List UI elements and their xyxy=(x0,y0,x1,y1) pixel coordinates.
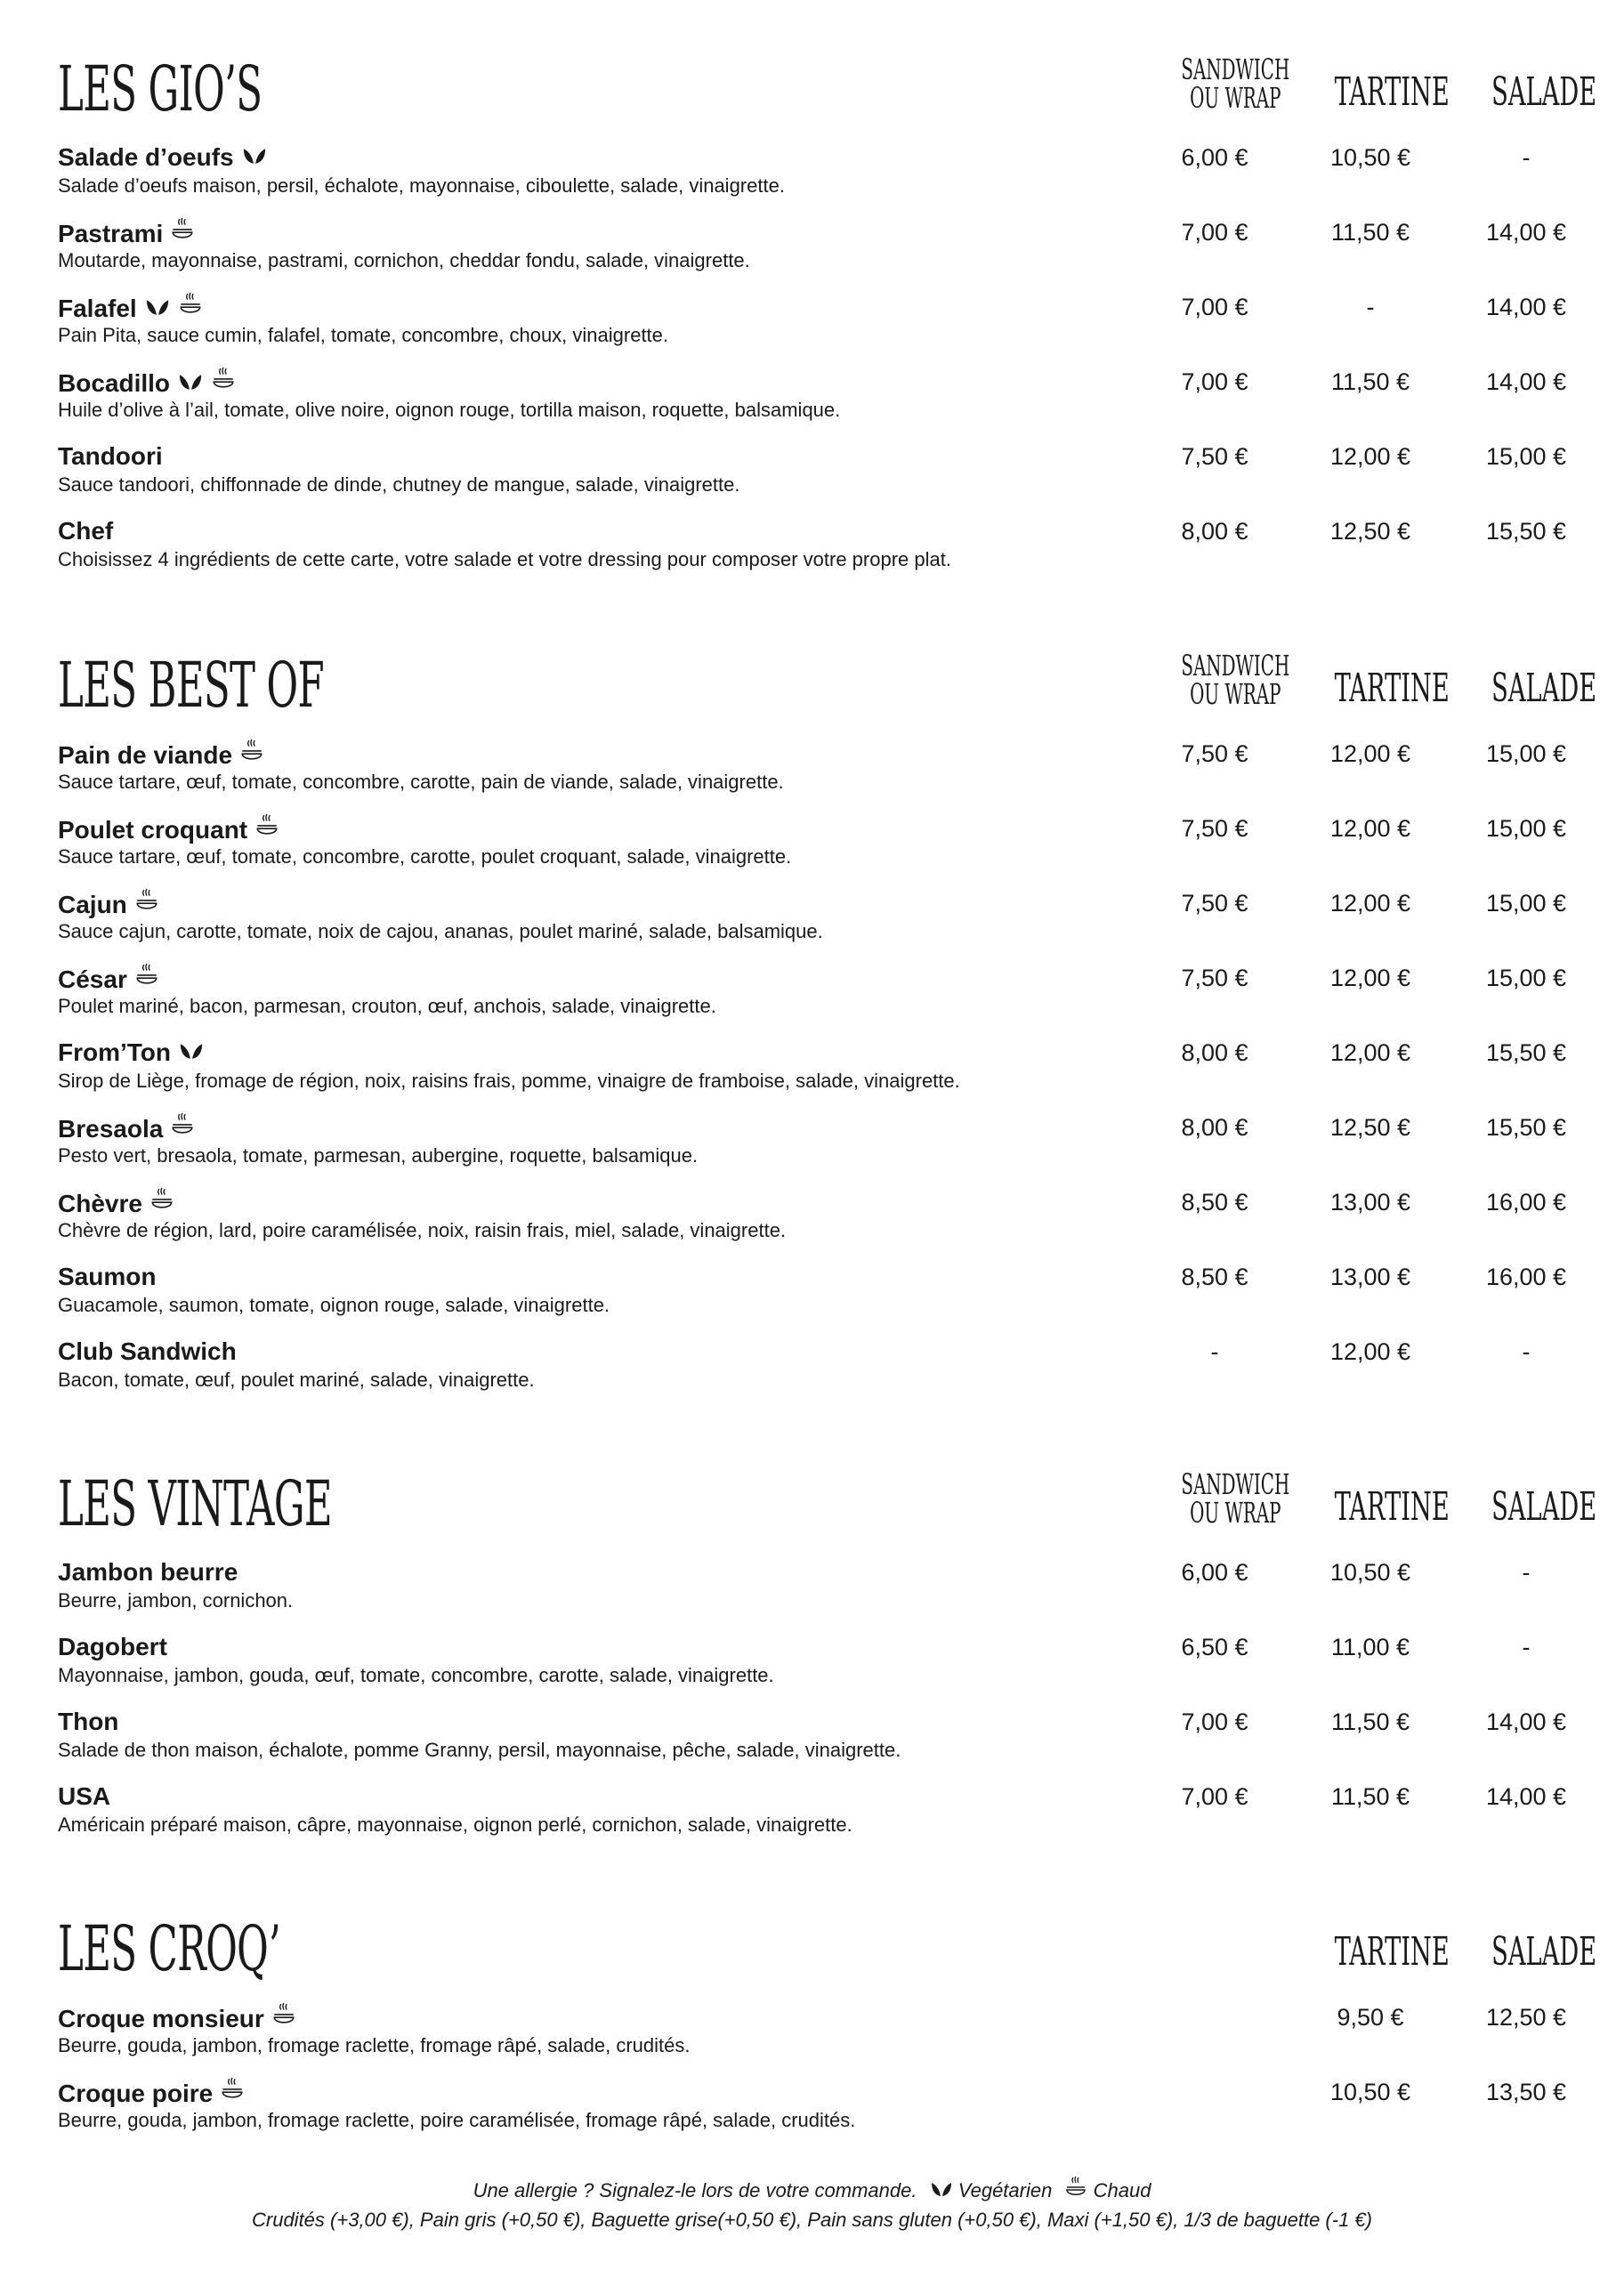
hot-bowl-icon xyxy=(178,292,203,326)
price-tartine: 12,00 € xyxy=(1329,1039,1411,1066)
column-header-sandwich-line2: OU WRAP xyxy=(1190,81,1281,115)
price-salade: 13,50 € xyxy=(1485,2079,1567,2105)
price-sandwich: 7,00 € xyxy=(1181,219,1248,246)
leaf-icon xyxy=(930,2178,953,2205)
menu-item-name: Pastrami xyxy=(58,220,164,247)
price-salade: 14,00 € xyxy=(1485,1708,1567,1735)
price-sandwich: 7,50 € xyxy=(1181,815,1248,842)
price-salade: 16,00 € xyxy=(1485,1189,1567,1216)
hot-bowl-icon xyxy=(1064,2176,1087,2208)
price-salade: 15,00 € xyxy=(1485,740,1567,767)
menu-item-description: Sauce tandoori, chiffonnade de dinde, chutney de mangue, salade, vinaigrette. xyxy=(58,473,740,496)
price-salade: 15,00 € xyxy=(1485,443,1567,470)
menu-item-name: Cajun xyxy=(58,891,127,918)
price-tartine: 11,50 € xyxy=(1330,1708,1410,1735)
menu-item xyxy=(58,888,1571,950)
menu-item-name-row xyxy=(58,963,159,997)
menu-item-name: Bocadillo xyxy=(58,369,171,397)
menu-item xyxy=(58,813,1571,876)
price-sandwich: 7,50 € xyxy=(1181,890,1248,917)
column-header-tartine: TARTINE xyxy=(1334,1929,1450,1975)
hot-bowl-icon xyxy=(149,1187,174,1221)
menu-item xyxy=(58,2002,1571,2064)
menu-item-name-row xyxy=(58,1781,110,1812)
price-sandwich: 7,00 € xyxy=(1181,368,1248,395)
price-salade: 15,00 € xyxy=(1485,815,1567,842)
leaf-icon xyxy=(177,368,204,399)
menu-item xyxy=(58,1337,1571,1399)
price-tartine: 10,50 € xyxy=(1329,2079,1411,2105)
price-tartine: 12,00 € xyxy=(1329,740,1411,767)
price-sandwich: 8,50 € xyxy=(1181,1189,1248,1216)
footer-vegetarian-label: Vegétarien xyxy=(957,2178,1053,2201)
menu-item-name: Falafel xyxy=(58,295,137,322)
price-tartine: 10,50 € xyxy=(1329,1559,1411,1586)
menu-item-name: Dagobert xyxy=(58,1633,167,1660)
price-salade: 15,50 € xyxy=(1485,518,1567,545)
price-sandwich: 7,00 € xyxy=(1181,294,1248,320)
menu-item xyxy=(58,1632,1571,1694)
footer-legend xyxy=(0,2176,1624,2208)
menu-section xyxy=(58,1912,1597,2152)
column-header-sandwich-line2: OU WRAP xyxy=(1190,677,1281,711)
section-title: LES BEST OF xyxy=(58,649,324,722)
leaf-icon xyxy=(144,294,171,324)
menu-item-description: Sauce tartare, œuf, tomate, concombre, carotte, pain de viande, salade, vinaigrette. xyxy=(58,771,784,793)
leaf-icon xyxy=(241,142,268,173)
price-sandwich: 6,50 € xyxy=(1181,1634,1248,1660)
price-tartine: 13,00 € xyxy=(1329,1189,1411,1216)
menu-item-description: Américain préparé maison, câpre, mayonnaise, oignon perlé, cornichon, salade, vinaigrette. xyxy=(58,1814,852,1836)
menu-item-description: Beurre, jambon, cornichon. xyxy=(58,1589,294,1612)
price-salade: 15,50 € xyxy=(1485,1114,1567,1141)
price-tartine: 12,00 € xyxy=(1329,443,1411,470)
price-tartine: 13,00 € xyxy=(1329,1264,1411,1290)
hot-bowl-icon xyxy=(211,367,236,400)
price-sandwich: 8,00 € xyxy=(1181,1114,1248,1141)
menu-item-description: Mayonnaise, jambon, gouda, œuf, tomate, concombre, carotte, salade, vinaigrette. xyxy=(58,1664,774,1686)
menu-item xyxy=(58,292,1571,354)
menu-item-name-row xyxy=(58,1707,118,1737)
menu-item-name: César xyxy=(58,965,127,993)
price-salade: 16,00 € xyxy=(1485,1264,1567,1290)
price-tartine: 12,00 € xyxy=(1329,815,1411,842)
menu-item-description: Guacamole, saumon, tomate, oignon rouge, salade, vinaigrette. xyxy=(58,1294,610,1316)
hot-bowl-icon xyxy=(271,2002,296,2036)
price-sandwich: 7,00 € xyxy=(1181,1783,1248,1810)
menu-item xyxy=(58,367,1571,429)
menu-item-name-row xyxy=(58,1187,174,1221)
column-header-sandwich-line2: OU WRAP xyxy=(1190,1496,1281,1530)
hot-bowl-icon xyxy=(170,217,195,251)
column-header-salade: SALADE xyxy=(1491,666,1597,711)
price-salade: 15,50 € xyxy=(1485,1039,1567,1066)
column-header-tartine: TARTINE xyxy=(1334,69,1450,115)
menu-item xyxy=(58,1557,1571,1620)
menu-item-description: Huile d’olive à l’ail, tomate, olive noire, oignon rouge, tortilla maison, roquette, balsamique. xyxy=(58,399,841,421)
menu-item-description: Moutarde, mayonnaise, pastrami, cornichon, cheddar fondu, salade, vinaigrette. xyxy=(58,249,750,271)
column-header-salade: SALADE xyxy=(1491,1929,1597,1975)
price-tartine: 12,00 € xyxy=(1329,890,1411,917)
menu-item-name-row xyxy=(58,1038,205,1068)
menu-item-description: Beurre, gouda, jambon, fromage raclette, poire caramélisée, fromage râpé, salade, crudités. xyxy=(58,2109,856,2131)
menu-item xyxy=(58,2077,1571,2139)
menu-item-name: Jambon beurre xyxy=(58,1558,238,1586)
menu-item-description: Chèvre de région, lard, poire caramélisée, noix, raisin frais, miel, salade, vinaigrette. xyxy=(58,1219,787,1241)
menu-item-description: Pain Pita, sauce cumin, falafel, tomate, concombre, choux, vinaigrette. xyxy=(58,324,669,346)
price-tartine: - xyxy=(1366,294,1375,320)
menu-item-description: Choisissez 4 ingrédients de cette carte, votre salade et votre dressing pour composer votre propre plat. xyxy=(58,548,951,570)
menu-item-name: Chef xyxy=(58,517,114,545)
price-tartine: 11,00 € xyxy=(1330,1634,1410,1660)
menu-item-name-row xyxy=(58,217,195,251)
menu-item-description: Sauce cajun, carotte, tomate, noix de cajou, ananas, poulet mariné, salade, balsamique. xyxy=(58,920,823,942)
price-sandwich: 8,50 € xyxy=(1181,1264,1248,1290)
menu-item-name: USA xyxy=(58,1782,111,1810)
menu-item-description: Sirop de Liège, fromage de région, noix, raisins frais, pomme, vinaigre de framboise, salade, vinaigrette. xyxy=(58,1070,960,1092)
price-sandwich: 7,00 € xyxy=(1181,1708,1248,1735)
column-header-sandwich xyxy=(1148,53,1290,115)
price-tartine: 11,50 € xyxy=(1330,1783,1410,1810)
menu-item xyxy=(58,1038,1571,1100)
menu-item-name-row xyxy=(58,1112,195,1146)
price-salade: - xyxy=(1522,1338,1531,1365)
menu-item xyxy=(58,1187,1571,1249)
price-salade: - xyxy=(1522,1559,1531,1586)
section-title: LES GIO’S xyxy=(58,53,263,125)
column-header-salade: SALADE xyxy=(1491,1484,1597,1530)
column-header-salade: SALADE xyxy=(1491,69,1597,115)
menu-item-description: Bacon, tomate, œuf, poulet mariné, salade, vinaigrette. xyxy=(58,1369,535,1391)
menu-item xyxy=(58,739,1571,801)
column-header-sandwich-line1: SANDWICH xyxy=(1181,649,1290,683)
menu-item-name-row xyxy=(58,813,279,847)
price-sandwich: 6,00 € xyxy=(1181,1559,1248,1586)
price-salade: - xyxy=(1522,1634,1531,1660)
menu-item-description: Pesto vert, bresaola, tomate, parmesan, aubergine, roquette, balsamique. xyxy=(58,1144,699,1167)
price-salade: 12,50 € xyxy=(1485,2004,1567,2031)
price-sandwich: 8,00 € xyxy=(1181,518,1248,545)
column-header-tartine: TARTINE xyxy=(1334,1484,1450,1530)
menu-item-name-row xyxy=(58,516,113,546)
menu-item-name-row xyxy=(58,2077,245,2111)
price-tartine: 12,50 € xyxy=(1329,1114,1411,1141)
menu-item-name-row xyxy=(58,1337,237,1367)
menu-item-name: Chèvre xyxy=(58,1190,142,1217)
menu-item-name-row xyxy=(58,441,163,472)
menu-item-name-row xyxy=(58,1557,238,1587)
menu-item-name: From’Ton xyxy=(58,1038,172,1066)
menu-item-name-row xyxy=(58,1632,167,1662)
menu-item-name: Croque poire xyxy=(58,2080,214,2107)
menu-item-name-row xyxy=(58,1262,156,1292)
menu-item xyxy=(58,142,1571,205)
menu-item-name-row xyxy=(58,739,264,772)
price-tartine: 9,50 € xyxy=(1337,2004,1404,2031)
hot-bowl-icon xyxy=(134,888,159,922)
hot-bowl-icon xyxy=(239,739,264,772)
hot-bowl-icon xyxy=(220,2077,245,2111)
column-header-sandwich xyxy=(1148,1467,1290,1530)
menu-item xyxy=(58,1781,1571,1844)
column-header-sandwich xyxy=(1148,649,1290,711)
column-header-tartine: TARTINE xyxy=(1334,666,1450,711)
column-header-sandwich-line1: SANDWICH xyxy=(1181,1467,1290,1501)
menu-item xyxy=(58,441,1571,504)
menu-item xyxy=(58,1262,1571,1324)
price-salade: 14,00 € xyxy=(1485,294,1567,320)
menu-item-name: Croque monsieur xyxy=(58,2005,264,2032)
menu-section xyxy=(58,1467,1597,1856)
footer-extras: Crudités (+3,00 €), Pain gris (+0,50 €), Baguette grise(+0,50 €), Pain sans gluten (+0,50 €), Maxi (+1,50 €), 1/3 de baguette (-1 €) xyxy=(252,2209,1372,2231)
menu-section xyxy=(58,53,1597,591)
menu-item-name: Club Sandwich xyxy=(58,1337,237,1365)
price-salade: 15,00 € xyxy=(1485,965,1567,991)
menu-item-name: Bresaola xyxy=(58,1115,164,1143)
menu-item-name: Saumon xyxy=(58,1263,157,1290)
menu-item xyxy=(58,217,1571,279)
price-tartine: 10,50 € xyxy=(1329,144,1411,171)
menu-item xyxy=(58,516,1571,578)
menu-item xyxy=(58,1112,1571,1175)
hot-bowl-icon xyxy=(170,1112,195,1146)
price-tartine: 12,00 € xyxy=(1329,1338,1411,1365)
footer-hot-label: Chaud xyxy=(1093,2178,1151,2201)
leaf-icon xyxy=(178,1038,205,1068)
price-sandwich: 7,50 € xyxy=(1181,740,1248,767)
price-salade: 14,00 € xyxy=(1485,368,1567,395)
menu-item-name: Tandoori xyxy=(58,442,163,470)
menu-item-name-row xyxy=(58,292,203,326)
price-sandwich: 6,00 € xyxy=(1181,144,1248,171)
menu-item-name-row xyxy=(58,2002,296,2036)
menu-item xyxy=(58,1707,1571,1769)
price-salade: 15,00 € xyxy=(1485,890,1567,917)
section-title: LES CROQ’ xyxy=(58,1912,281,1985)
menu-item-name: Salade d’oeufs xyxy=(58,143,234,171)
menu-item-description: Salade de thon maison, échalote, pomme Granny, persil, mayonnaise, pêche, salade, vinaigrette. xyxy=(58,1739,901,1761)
price-sandwich: 7,50 € xyxy=(1181,443,1248,470)
price-tartine: 12,50 € xyxy=(1329,518,1411,545)
hot-bowl-icon xyxy=(134,963,159,997)
price-salade: 14,00 € xyxy=(1485,1783,1567,1810)
price-tartine: 11,50 € xyxy=(1330,219,1410,246)
price-salade: 14,00 € xyxy=(1485,219,1567,246)
price-sandwich: 8,00 € xyxy=(1181,1039,1248,1066)
menu-item-description: Salade d’oeufs maison, persil, échalote, mayonnaise, ciboulette, salade, vinaigrette. xyxy=(58,174,785,197)
menu-item-description: Sauce tartare, œuf, tomate, concombre, carotte, poulet croquant, salade, vinaigrette. xyxy=(58,845,792,868)
price-salade: - xyxy=(1522,144,1531,171)
price-sandwich: - xyxy=(1210,1338,1219,1365)
menu-item-name: Pain de viande xyxy=(58,741,233,769)
menu-item-name-row xyxy=(58,142,268,173)
menu-item xyxy=(58,963,1571,1025)
footer-allergy: Une allergie ? Signalez-le lors de votre commande. xyxy=(473,2178,917,2201)
menu-item-name: Thon xyxy=(58,1708,119,1735)
price-sandwich: 7,50 € xyxy=(1181,965,1248,991)
section-title: LES VINTAGE xyxy=(58,1467,332,1540)
price-tartine: 12,00 € xyxy=(1329,965,1411,991)
menu-item-description: Poulet mariné, bacon, parmesan, crouton, œuf, anchois, salade, vinaigrette. xyxy=(58,995,716,1017)
menu-item-description: Beurre, gouda, jambon, fromage raclette, fromage râpé, salade, crudités. xyxy=(58,2034,691,2056)
menu-item-name: Poulet croquant xyxy=(58,816,248,844)
menu-section xyxy=(58,649,1597,1411)
price-tartine: 11,50 € xyxy=(1330,368,1410,395)
hot-bowl-icon xyxy=(255,813,279,847)
menu-item-name-row xyxy=(58,367,236,400)
menu-item-name-row xyxy=(58,888,159,922)
column-header-sandwich-line1: SANDWICH xyxy=(1181,53,1290,86)
